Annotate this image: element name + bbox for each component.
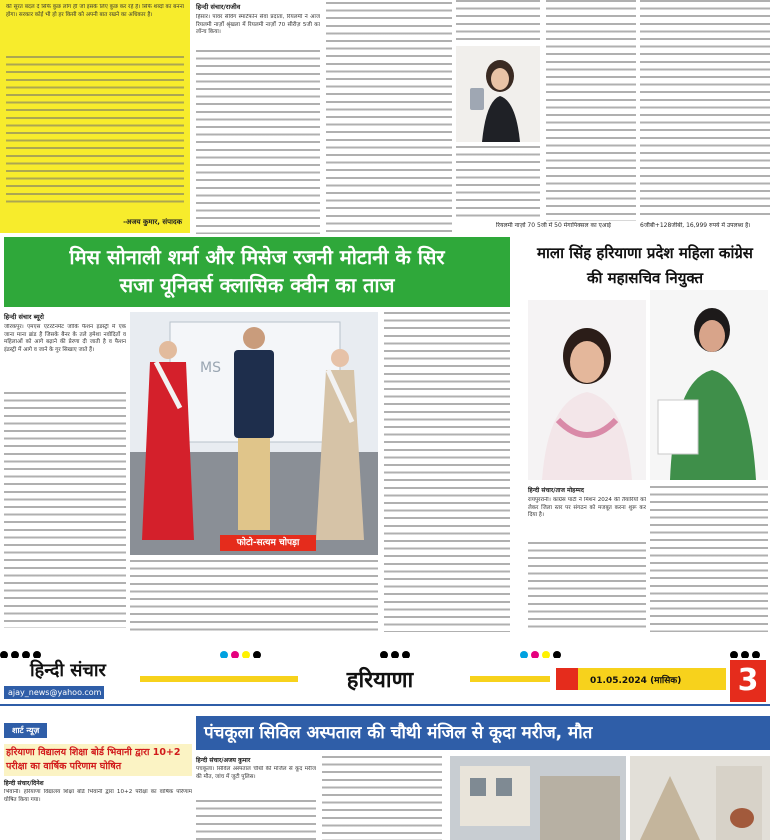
- side-headline: [520, 237, 770, 295]
- main-story-col-under-photo: [130, 560, 378, 632]
- side-lead: रायपुररानी। कांग्रेस पार्टी ने मिशन 2024 की तैयारियों को लेकर जिला स्तर पर संगठन को मजबूत करना शुरू कर दिया है।: [528, 497, 646, 519]
- masthead-underline: [0, 704, 770, 706]
- phone-model-photo: [456, 46, 540, 142]
- bottom-main-col2: [322, 756, 442, 840]
- editorial-text: की सूरत बदल दें सिर्फ कुछ लोग ही जो इसके लिए कुछ कर रहे हैं। सिर्फ शब्दों का बनना होगा। सरकार कोई भी हो हर किसी को अपनी बात रखने का अधिकार है।: [6, 4, 184, 18]
- masthead-rule-left: [140, 676, 298, 682]
- right-filler-c: [546, 0, 636, 221]
- bottom-main-dateline: हिन्दी संचार/अजय कुमार: [196, 757, 251, 764]
- middle-lead: हिसार। पावर सेविंग स्मार्टफोन सेवा प्रदाता, रियलमी ने आज रियलमी नार्ज़ो श्रृंखला में रियलमी नार्ज़ो 70 सीरीज़ 5जी का लॉन्च किया।: [196, 14, 320, 36]
- side-dateline: हिन्दी संचार/ताज मोहम्मद: [528, 487, 584, 494]
- main-story-col-right: [384, 312, 510, 632]
- photo-credit: फोटो-सत्यम चोपड़ा: [220, 535, 316, 551]
- masthead-date: 01.05.2024 (मासिक): [590, 676, 682, 686]
- masthead-section: हरियाणा: [346, 668, 414, 693]
- editorial-filler: [6, 56, 184, 206]
- middle-dateline: हिन्दी संचार/राजीव: [196, 3, 241, 11]
- main-headline-line1: मिस सोनाली शर्मा और मिसेज रजनी मोटानी के सिर: [69, 245, 445, 269]
- bottom-main-body: [196, 756, 316, 840]
- hospital-photo-left: [450, 756, 626, 840]
- far-right-article: [640, 0, 770, 235]
- far-right-filler: [640, 0, 770, 220]
- right-filler-a: [456, 0, 540, 42]
- svg-text:MS: MS: [200, 360, 221, 376]
- right-filler-b: [456, 146, 540, 221]
- main-intro-filler: [4, 392, 126, 628]
- editorial-signature: -अजय कुमार, संपादक: [123, 218, 182, 226]
- bottom-left-story: [4, 718, 192, 840]
- main-story-intro: [4, 312, 126, 632]
- main-lead: जीरकपुर। एमएस एंटरटेनमेंट जोकि फैशन इंडस्ट्री में एक जाना माना ब्रांड है जिसके बैनर के तले हमेशा नवोदितों व महिलाओं को आगे बढ़ाने की प्रेरणा दी जाती है व फैशन इंडस्ट्री में आगे व जाने के गुर सिखाए जाते हैं।: [4, 324, 126, 353]
- side-filler-a: [528, 542, 646, 630]
- bottom-left-lead: भिवानी। हरियाणा विद्यालय शिक्षा बोर्ड भिवानी द्वारा 10+2 परीक्षा का वार्षिक परिणाम घोषित किया गया।: [4, 789, 192, 803]
- side-photo-left: [528, 300, 646, 480]
- bottom-main-headline-bar: [196, 716, 770, 750]
- main-dateline: हिन्दी संचार ब्यूरो: [4, 313, 44, 321]
- right-article-text: रियलमी नार्ज़ो 70 5जी में 50 मेगापिक्सल का एआई: [496, 222, 611, 229]
- hospital-photo-right: [630, 756, 770, 840]
- bottom-left-headline: हरियाणा विद्यालय शिक्षा बोर्ड भिवानी द्वारा 10+2 परीक्षा का वार्षिक परिणाम घोषित: [4, 744, 192, 776]
- print-strip: [0, 641, 770, 655]
- side-headline-text: माला सिंह हरियाणा प्रदेश महिला कांग्रेस की महासचिव नियुक्त: [537, 244, 753, 287]
- side-story-body: [528, 486, 646, 632]
- editorial-box: [0, 0, 190, 233]
- bottom-main-filler: [196, 800, 316, 840]
- masthead-date-box: [556, 668, 726, 690]
- bottom-main-headline: पंचकूला सिविल अस्पताल की चौथी मंजिल से कूदा मरीज, मौत: [204, 723, 593, 743]
- masthead-email: ajay_news@yahoo.com: [4, 686, 104, 699]
- masthead-brand: हिन्दी संचार: [30, 660, 106, 681]
- main-headline-line2: सजा यूनिवर्स क्लासिक क्वीन का ताज: [119, 273, 395, 297]
- middle-article: [196, 2, 452, 234]
- masthead-page-number: 3: [730, 660, 766, 702]
- middle-filler-right: [326, 2, 452, 234]
- main-headline-banner: [4, 237, 510, 307]
- side-photo-right: [650, 290, 768, 480]
- right-article: [456, 0, 636, 235]
- bottom-main-lead: पंचकूला। सिविल अस्पताल चौथी की मंजिल से कूद मरीज की मौत, जांच में जुटी पुलिस।: [196, 766, 316, 780]
- middle-filler-left: [196, 50, 320, 234]
- masthead: [0, 658, 770, 708]
- masthead-rule-right: [470, 676, 550, 682]
- winners-photo: [130, 312, 378, 555]
- bottom-left-dateline: हिन्दी संचार/दिनेश: [4, 780, 44, 787]
- short-news-tag: शार्ट न्यूज़: [4, 723, 47, 738]
- far-right-text: 6जीबी+128जीबी, 16,999 रुपये में उपलब्ध है।: [640, 222, 751, 229]
- side-filler-b: [650, 486, 768, 632]
- masthead-brand-box: [4, 658, 134, 702]
